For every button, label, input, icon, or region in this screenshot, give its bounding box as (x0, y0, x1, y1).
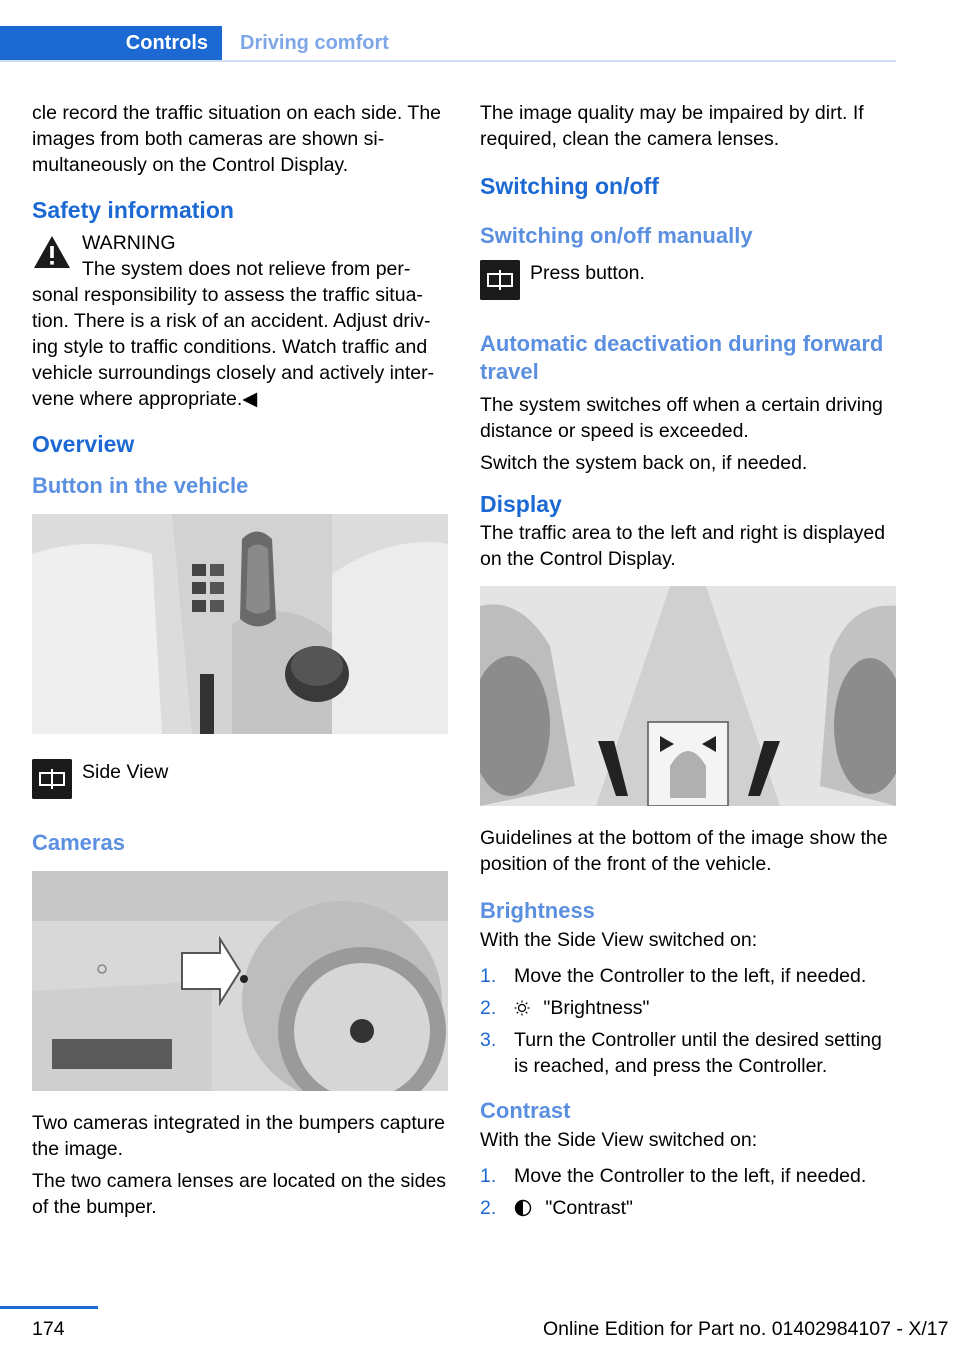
step-text: "Contrast" (545, 1197, 633, 1219)
cameras-heading: Cameras (32, 830, 125, 855)
vehicle-console-illustration (32, 514, 448, 734)
step-number: 1. (480, 1165, 497, 1187)
side-view-button-icon-2[interactable] (480, 260, 520, 300)
section-tabbar (0, 26, 896, 62)
contrast-heading: Contrast (480, 1098, 571, 1123)
brightness-steps (480, 963, 896, 1079)
press-button-label: Press button. (530, 262, 645, 284)
safety-heading: Safety information (32, 197, 234, 223)
contrast-step-2 (480, 1195, 896, 1221)
step-text: "Brightness" (543, 997, 650, 1019)
overview-heading: Overview (32, 431, 135, 457)
cameras-paragraph-2: The two camera lenses are located on the sides of the bumper. (32, 1170, 447, 1218)
side-view-button-icon[interactable] (32, 759, 72, 799)
display-heading: Display (480, 491, 562, 517)
brightness-icon (514, 1000, 530, 1016)
side-view-button-row (32, 759, 450, 803)
tab-underline (0, 60, 896, 62)
step-number: 3. (480, 1029, 497, 1051)
right-column (480, 100, 896, 1227)
warning-text: The system does not relieve from personal responsibility to assess the traffic situation. There is a risk of an accident. Adjust driving style to traffic conditions. Watch traffic and vehicle surroundings closely and actively intervene where appropriate.◀ (32, 258, 435, 410)
guidelines-paragraph: Guidelines at the bottom of the image show the position of the front of the vehicle. (480, 827, 888, 875)
brightness-heading: Brightness (480, 898, 595, 923)
step-number: 2. (480, 997, 497, 1019)
warning-title: WARNING (82, 232, 176, 254)
step-text: Turn the Controller until the desired setting is reached, and press the Controller. (514, 1029, 882, 1077)
contrast-icon (514, 1199, 532, 1217)
warning-triangle-icon (32, 234, 72, 270)
brightness-step-3 (480, 1027, 896, 1079)
side-view-label: Side View (82, 761, 169, 783)
auto-deactivation-paragraph-1: The system switches off when a certain driving distance or speed is exceeded. (480, 394, 883, 442)
auto-deactivation-heading: Automatic deactivation during forward travel (480, 331, 884, 384)
brightness-intro: With the Side View switched on: (480, 929, 758, 951)
brightness-step-1 (480, 963, 896, 989)
step-number: 1. (480, 965, 497, 987)
button-heading: Button in the vehicle (32, 473, 249, 498)
step-text: Move the Controller to the left, if needed. (514, 1165, 867, 1187)
switching-manual-heading: Switching on/off manually (480, 223, 753, 248)
footer-accent-line (0, 1306, 98, 1309)
contrast-step-1 (480, 1163, 896, 1189)
press-button-row (480, 260, 896, 304)
step-number: 2. (480, 1197, 497, 1219)
warning-block (32, 230, 450, 412)
side-view-display-illustration (480, 586, 896, 806)
auto-deactivation-paragraph-2: Switch the system back on, if needed. (480, 452, 808, 474)
contrast-intro: With the Side View switched on: (480, 1129, 758, 1151)
cameras-paragraph-1: Two cameras integrated in the bumpers capture the image. (32, 1112, 445, 1160)
display-paragraph: The traffic area to the left and right is displayed on the Control Display. (480, 522, 886, 570)
bumper-camera-illustration (32, 871, 448, 1091)
tab-driving-comfort[interactable]: Driving comfort (240, 32, 389, 54)
left-column (32, 100, 450, 1226)
page-number: 174 (32, 1318, 65, 1340)
image-quality-paragraph: The image quality may be impaired by dirt. If required, clean the camera lenses. (480, 102, 864, 150)
intro-paragraph: cle record the traffic situation on each side. The images from both cameras are shown simultaneously on the Control Display. (32, 102, 442, 176)
edition-note: Online Edition for Part no. 01402984107 - X/17 (543, 1318, 949, 1340)
contrast-steps (480, 1163, 896, 1221)
switching-heading: Switching on/off (480, 173, 659, 199)
tab-controls[interactable]: Controls (0, 26, 222, 60)
step-text: Move the Controller to the left, if needed. (514, 965, 867, 987)
brightness-step-2 (480, 995, 896, 1021)
